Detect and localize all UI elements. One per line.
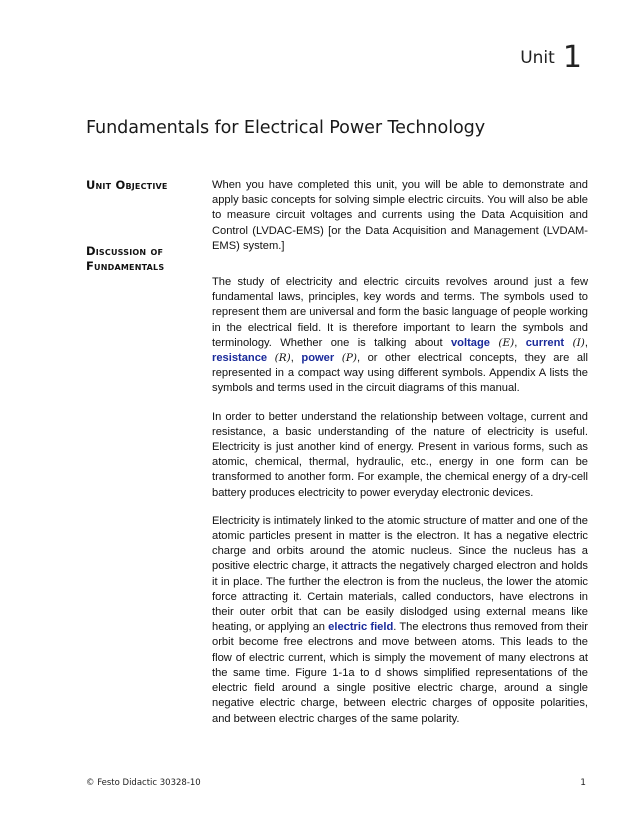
symbol-r: (R) <box>274 352 291 365</box>
discussion-paragraph-1 <box>212 275 588 397</box>
discussion-heading-line-2: Fundamentals <box>86 259 165 273</box>
footer-copyright: © Festo Didactic 30328-10 <box>86 778 201 788</box>
symbol-i: (I) <box>572 336 585 349</box>
term-resistance: resistance <box>212 352 268 365</box>
discussion-paragraph-3 <box>212 514 588 727</box>
unit-label: Unit <box>520 48 555 68</box>
objective-paragraph: When you have completed this unit, you will be able to demonstrate and apply basic concepts for solving simple electric circuits. You will also be able to measure circuit voltages and currents using the Data Acquisition and Control (LVDAC-EMS) [or the Data Acquisition and Management (LVDAM-EMS) system.] <box>212 179 588 252</box>
para1-sep-3: , <box>290 352 302 365</box>
unit-objective-heading <box>86 178 168 194</box>
para1-sep-2: , <box>584 336 588 349</box>
discussion-paragraph-2: In order to better understand the relationship between voltage, current and resistance, a basic understanding of the nature of electricity is useful. Electricity is just another kind of energy. Present in various forms, such as atomic, chemical, thermal, hydraulic, etc., energy in one form can be transformed to another form. For example, the chemical energy of a dry-cell battery produces electricity to power everyday electronic devices. <box>212 410 588 499</box>
unit-number: 1 <box>562 40 582 75</box>
para1-sep-1: , <box>514 336 526 349</box>
para3-text-a: Electricity is intimately linked to the atomic structure of matter and one of the atomic particles present in matter is the electron. It has a negative electric charge and orbits around the atomic nucleus. Since the nucleus has a positive electric charge, it attracts the negatively charged electron and holds it in place. The further the electron is from the nucleus, the lower the atomic force attracting it. Certain materials, called conductors, have electrons in their outer orbit that can be easily dislodged using external means like heating, or applying an <box>212 514 588 634</box>
term-voltage: voltage <box>450 336 490 349</box>
para3-text-b: . The electrons thus removed from their orbit become free electrons and move between atoms. This leads to the flow of electric current, which is simply the movement of many electrons at the same time. Figure 1-1a to d shows simplified representations of the electric field around a single positive electric charge, around a single negative electric charge, between electric charges of opposite polarities, and between electric charges of the same polarity. <box>212 621 588 725</box>
footer-page-number: 1 <box>580 778 586 788</box>
page-title: Fundamentals for Electrical Power Technology <box>86 118 486 138</box>
symbol-e: (E) <box>498 336 515 349</box>
para1-text-b: , or other electrical concepts, they are all represented in a compact way using different symbols. Appendix A lists the symbols and terms used in the circuit diagrams of this manual. <box>212 352 588 395</box>
unit-objective-heading-text: Unit Objective <box>86 178 168 192</box>
unit-header <box>520 40 582 75</box>
term-current: current <box>525 336 565 349</box>
symbol-p: (P) <box>341 352 357 365</box>
discussion-heading-line-1: Discussion of <box>86 244 164 258</box>
discussion-heading <box>86 244 164 274</box>
para1-text-a: The study of electricity and electric circuits revolves around just a few fundamental laws, principles, key words and terms. The symbols used to represent them are universal and form the basic language of people working in the electrical field. It is therefore important to learn the symbols and terminology. Whether one is talking about <box>212 276 588 349</box>
term-power: power <box>301 352 335 365</box>
term-electric-field: electric field <box>328 621 394 634</box>
body-column <box>212 178 588 740</box>
